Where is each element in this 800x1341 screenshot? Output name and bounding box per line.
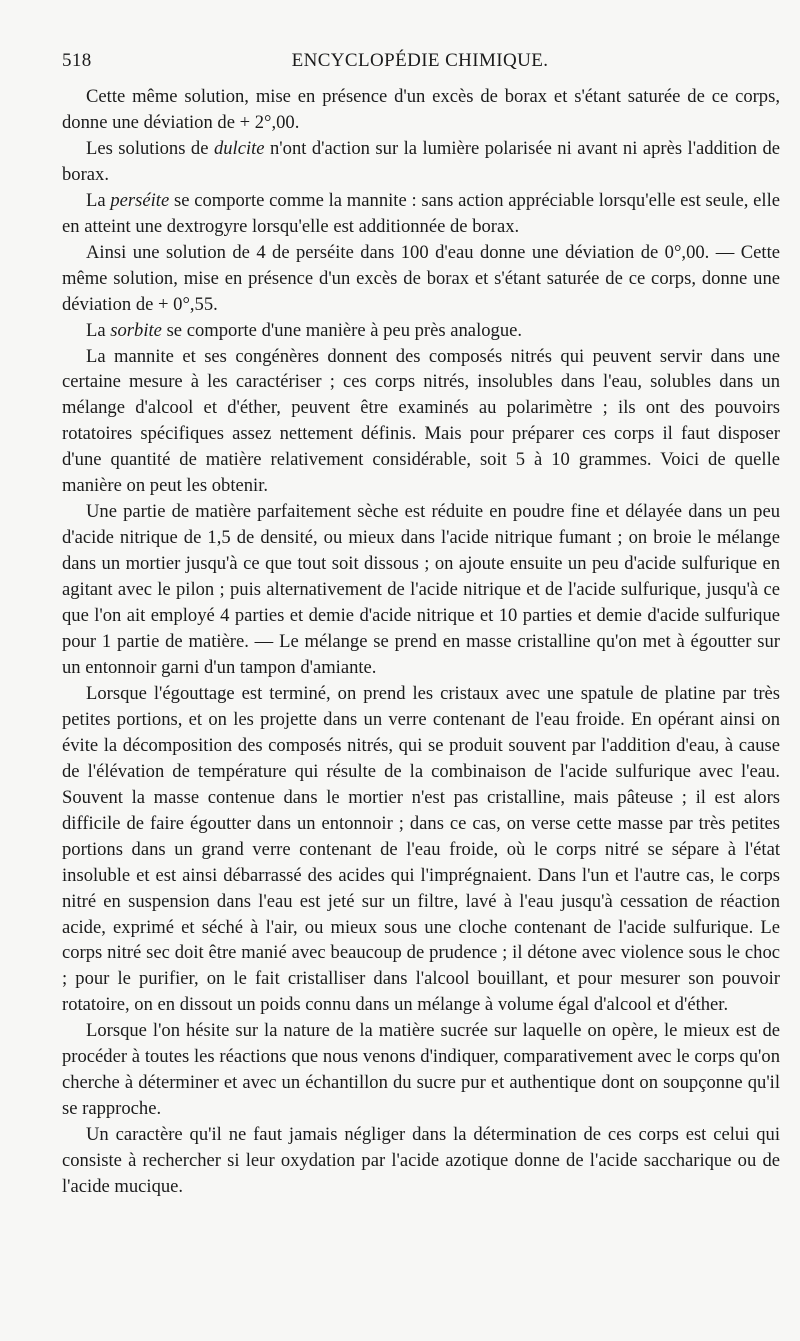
paragraph-preparation-method: Une partie de matière parfaitement sèche est réduite en poudre fine et délayée dans un peu d'acide nitrique de 1,5 de densité, ou mieux dans l'acide nitrique fumant ; on broie le mélange dans un mortier jusqu'à ce que tout soit dissous ; on ajoute ensuite un peu d'acide sulfurique en agitant avec le pilon ; puis alternativement de l'acide nitrique et de l'acide sulfurique, jusqu'à ce que l'on ait employé 4 parties et demie d'acide nitrique et 10 parties et demie d'acide sulfurique pour 1 partie de matière. — Le mélange se prend en masse cristalline qu'on met à égoutter sur un entonnoir garni d'un tampon d'amiante. xyxy=(62,501,780,678)
page-number: 518 xyxy=(62,50,92,71)
body-text xyxy=(62,84,780,1200)
paragraph-sorbite: La sorbite se comporte d'une manière à peu près analogue. xyxy=(86,319,523,341)
paragraph-perseite-behavior: La perséite se comporte comme la mannite : sans action appréciable lorsqu'elle est seule, elle en atteint une dextrogyre lorsqu'elle est additionnée de borax. xyxy=(62,189,780,237)
paragraph-dulcite: Les solutions de dulcite n'ont d'action sur la lumière polarisée ni avant ni après l'addition de borax. xyxy=(62,137,780,185)
paragraph-perseite-solution: Ainsi une solution de 4 de perséite dans 100 d'eau donne une déviation de 0°,00. — Cette même solution, mise en présence d'un excès de borax et s'étant saturée de ce corps, donne une déviation de + 0°,55. xyxy=(62,241,780,315)
term-perseite: perséite xyxy=(110,189,170,211)
paragraph-oxidation-character: Un caractère qu'il ne faut jamais négliger dans la détermination de ces corps est celui qui consiste à rechercher si leur oxydation par l'acide azotique donne de l'acide saccharique ou de l'acide mucique. xyxy=(62,1124,780,1198)
page-header xyxy=(62,50,778,78)
running-title: ENCYCLOPÉDIE CHIMIQUE. xyxy=(291,50,549,71)
term-dulcite: dulcite xyxy=(213,137,265,159)
term-sorbite: sorbite xyxy=(110,319,162,341)
paragraph-nitrated-compounds: La mannite et ses congénères donnent des composés nitrés qui peuvent servir dans une certaine mesure à les caractériser ; ces corps nitrés, insolubles dans l'eau, solubles dans un mélange d'alcool et d'éther, peuvent être examinés au polarimètre ; ils ont des pouvoirs rotatoires spécifiques assez nettement définis. Mais pour préparer ces corps il faut disposer d'une quantité de matière relativement considérable, soit 5 à 10 grammes. Voici de quelle manière on peut les obtenir. xyxy=(62,345,780,497)
paragraph-borax-mannite-saturation: Cette même solution, mise en présence d'un excès de borax et s'étant saturée de ce corps, donne une déviation de + 2°,00. xyxy=(62,86,780,133)
paragraph-draining-and-purification: Lorsque l'égouttage est terminé, on prend les cristaux avec une spatule de platine par très petites portions, et on les projette dans un verre contenant de l'eau froide. En opérant ainsi on évite la décomposition des composés nitrés, qui se produit souvent par l'addition d'eau, à cause de l'élévation de température qui résulte de la combinaison de l'acide sulfurique avec l'eau. Souvent la masse contenue dans le mortier n'est pas cristalline, mais pâteuse ; il est alors difficile de faire égoutter dans un entonnoir ; dans ce cas, on verse cette masse par très petites portions dans un grand verre contenant de l'eau froide, où le corps nitré se sépare à l'état insoluble et est ainsi débarrassé des acides qui l'imprégnaient. Dans l'un et l'autre cas, le corps nitré en suspension dans l'eau est jeté sur un filtre, lavé à l'eau jusqu'à cessation de réaction acide, exprimé et séché à l'air, ou mieux sous une cloche contenant de l'acide sulfurique. Le corps nitré sec doit être manié avec beaucoup de prudence ; il détone avec violence sous le choc ; pour le purifier, on le fait cristalliser dans l'alcool bouillant, et pour mesurer son pouvoir rotatoire, on en dissout un poids connu dans un mélange à volume égal d'alcool et d'éther. xyxy=(62,682,780,1016)
paragraph-comparative-reactions: Lorsque l'on hésite sur la nature de la matière sucrée sur laquelle on opère, le mieux est de procéder à toutes les réactions que nous venons d'indiquer, comparativement avec le corps qu'on cherche à déterminer et avec un échantillon du sucre pur et authentique dont on soupçonne qu'il se rapproche. xyxy=(62,1020,780,1120)
